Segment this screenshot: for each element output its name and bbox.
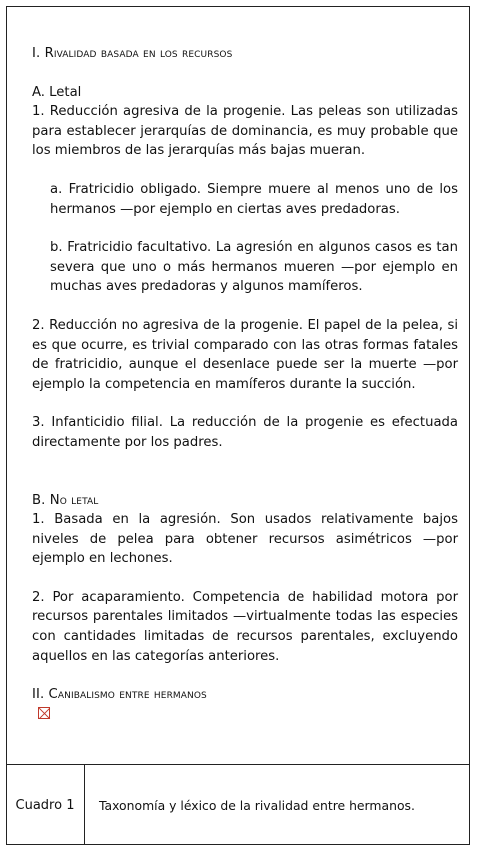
subsection-a-item-3: 3. Infanticidio filial. La reducción de la progenie es efectuada directamente por los padres. (32, 415, 458, 450)
subsection-b-heading: B. No letal (32, 492, 99, 508)
caption-row (6, 764, 470, 845)
broken-image-icon (38, 707, 50, 719)
table-content (32, 44, 458, 725)
subsection-a-item-2: 2. Reducción no agresiva de la progenie. El papel de la pelea, si es que ocurre, es trivial comparado con las otras formas fatales de fratricidio, aunque el desenlace puede ser la muerte —por ejemplo la competencia en mamíferos durante la succión. (32, 317, 458, 392)
subsection-a-item-1b: b. Fratricidio facultativo. La agresión en algunos casos es tan severa que uno o más hermanos mueren —por ejemplo en muchas aves predadoras y algunos mamíferos. (50, 240, 458, 295)
subsection-a-item-1: 1. Reducción agresiva de la progenie. Las peleas son utilizadas para establecer jerarquías de dominancia, es muy probable que los miembros de las jerarquías más bajas mueran. (32, 104, 458, 159)
subsection-b-item-1: 1. Basada en la agresión. Son usados relativamente bajos niveles de pelea para obtener recursos asimétricos —por ejemplo en lechones. (32, 512, 458, 567)
subsection-b-item-2: 2. Por acaparamiento. Competencia de habilidad motora por recursos parentales limitados —virtualmente todas las especies con cantidades limitadas de recursos parentales, excluyendo aquellos en las categorías anteriores. (32, 589, 458, 664)
subsection-a-item-1a: a. Fratricidio obligado. Siempre muere al menos uno de los hermanos —por ejemplo en ciertas aves predadoras. (50, 181, 458, 217)
subsection-a-heading: A. Letal (32, 84, 82, 100)
section-ii-heading: II. Canibalismo entre hermanos (32, 687, 207, 703)
section-i-heading: I. Rivalidad basada en los recursos (32, 46, 233, 61)
caption-label: Cuadro 1 (6, 765, 85, 845)
caption-text: Taxonomía y léxico de la rivalidad entre hermanos. (99, 797, 415, 813)
